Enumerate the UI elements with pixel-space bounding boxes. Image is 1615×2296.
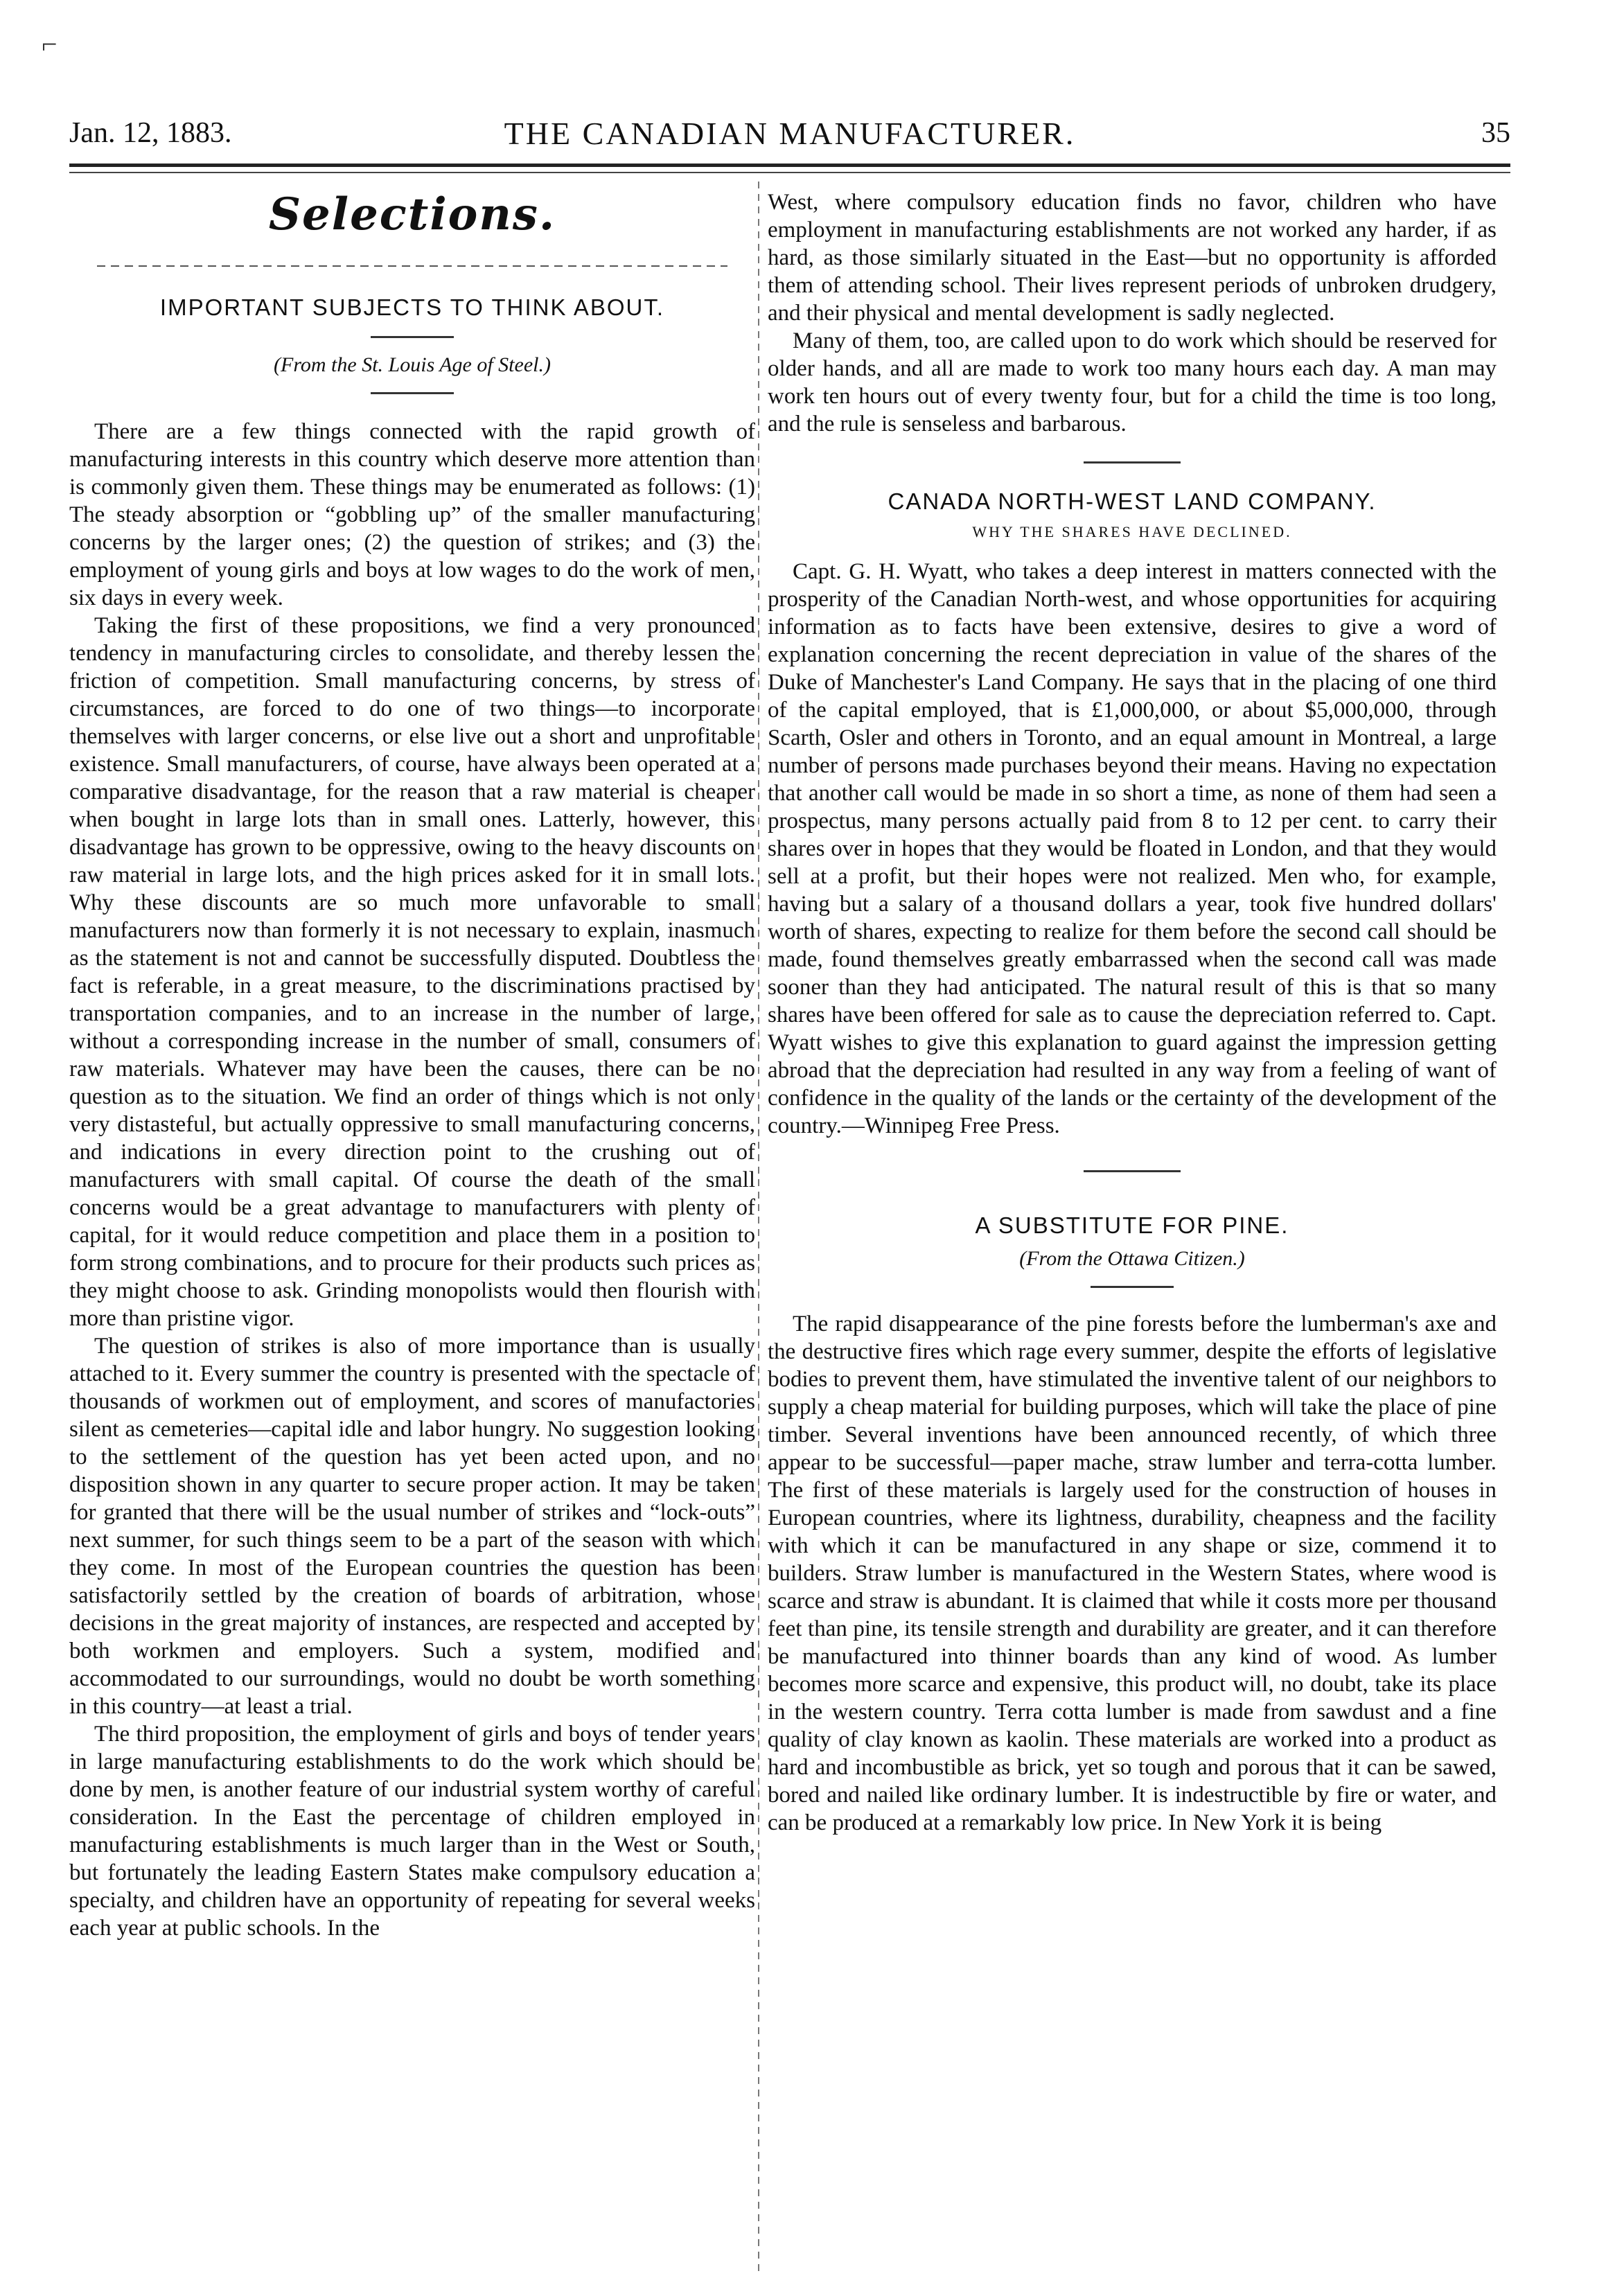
section-rule <box>97 265 728 267</box>
article2-paragraph-1: Capt. G. H. Wyatt, who takes a deep interest in matters connected with the prosperity of the Canadian North-west, and whose opportunities for acquiring information as to facts have been extensive, desires to give a word of explanation concerning the recent depreciation in value of the shares of the Duke of Manchester's Land Company. He says that in the placing of one third of the capital employed, that is £1,000,000, or about $5,000,000, through Scarth, Osler and others in Toronto, and an equal amount in Montreal, a large number of persons made purchases beyond their means. Having no expectation that another call would be made in so short a time, as none of them had seen a prospectus, many persons actually paid from 8 to 12 per cent. to carry their shares over in hopes that they would be floated in London, and that they would sell at a profit, but their hopes were not realized. Men who, for example, having but a salary of a thousand dollars a year, took five hundred dollars' worth of shares, expecting to realize for them before the second call should be made, found themselves greatly embarrassed when the second call was made sooner than they had anticipated. The natural result of this is that so many shares have been offered for sale as to cause the depreciation referred to. Capt. Wyatt wishes to give this explanation to guard against the impression getting abroad that the depreciation had resulted in any way from a feeling of want of confidence in the quality of the lands or the certainty of the development of the country.—Winnipeg Free Press. <box>768 559 1497 1138</box>
article2-title: CANADA NORTH-WEST LAND COMPANY. <box>888 488 1377 514</box>
article-separator-1 <box>1084 461 1181 463</box>
page-number: 35 <box>1481 117 1510 149</box>
article1-source: (From the St. Louis Age of Steel.) <box>274 353 551 376</box>
header-rule-thin <box>69 172 1510 173</box>
article3-title: A SUBSTITUTE FOR PINE. <box>975 1212 1289 1238</box>
article1-paragraph-1: There are a few things connected with the rapid growth of manufacturing interests in this country which deserve more attention than is commonly given them. These things may be enumerated as follows: (1) The steady absorption or “gobbling up” of the smaller manufacturing concerns by the larger ones; (2) the question of strikes; and (3) the employment of young girls and boys at low wages to do the work of men, six days in every week. <box>69 419 755 610</box>
article1-title: IMPORTANT SUBJECTS TO THINK ABOUT. <box>159 294 665 320</box>
article3-source: (From the Ottawa Citizen.) <box>1019 1247 1245 1270</box>
article3-source-rule <box>1091 1286 1174 1288</box>
header-rule-thick <box>69 164 1510 167</box>
article1-source-rule <box>371 392 454 394</box>
article1-title-rule <box>371 336 454 338</box>
article1-paragraph-2: Taking the first of these propositions, we find a very pronounced tendency in manufacturing circles to consolidate, and thereby lessen the friction of competition. Small manufacturing concerns, by stress of circumstances, are forced to do one of two things—to incorporate themselves with larger concerns, or else live out a short and unprofitable existence. Small manufacturers, of course, have always been operated at a comparative disadvantage, for the reason that a raw material is cheaper when bought in large lots than in small ones. Latterly, however, this disadvantage has grown to be oppressive, owing to the heavy discounts on raw material in large lots, and the high prices asked for it in small lots. Why these discounts are so much more unfavorable to small manufacturers now than formerly it is not necessary to explain, inasmuch as the statement is not and cannot be successfully disputed. Doubtless the fact is referable, in a great measure, to the discriminations practised by transportation companies, and to an increase in the number of large, without a corresponding increase in the number of small, consumers of raw materials. Whatever may have been the causes, there can be no question as to the situation. We find an order of things which is not only very distasteful, but actually oppressive to small manufacturing concerns, and indications in every direction point to the crushing out of manufacturers with small capital. Of course the death of the small concerns would be a great advantage to manufacturers with plenty of capital, for it would reduce competition and place them in a position to form strong combinations, and to procure for their products such prices as they might choose to ask. Grinding monopolists would then flourish with more than pristine vigor. <box>69 613 755 1331</box>
publication-title: THE CANADIAN MANUFACTURER. <box>504 116 1076 151</box>
scan-mark-top-left: ⌐ <box>42 28 58 60</box>
article-separator-2 <box>1084 1170 1181 1172</box>
issue-date: Jan. 12, 1883. <box>69 117 232 149</box>
left-column <box>69 182 755 1942</box>
article3-paragraph-1: The rapid disappearance of the pine forests before the lumberman's axe and the destructive fires which rage every summer, despite the efforts of legislative bodies to prevent them, have stimulated the inventive talent of our neighbors to supply a cheap material for building purposes, which will take the place of pine timber. Several inventions have been announced recently, of which three appear to be successful—paper mache, straw lumber and terra-cotta lumber. The first of these materials is largely used for the construction of houses in European countries, where its lightness, durability, cheapness and the facility with which it can be manufactured in any shape or size, commend it to builders. Straw lumber is manufactured in the Western States, where wood is scarce and straw is abundant. It is claimed that while it costs more per thousand feet than pine, its tensile strength and durability are greater, and it can therefore be manufactured into thinner boards than any kind of wood. As lumber becomes more scarce and expensive, this product will, no doubt, take its place in the western country. Terra cotta lumber is made from sawdust and a fine quality of clay known as kaolin. These materials are worked into a product as hard and incombustible as brick, yet so tough and porous that it can be sawed, bored and nailed like ordinary lumber. It is indestructible by fire or water, and can be produced at a remarkably low price. In New York it is being <box>768 1312 1497 1835</box>
article1-paragraph-4: The third proposition, the employment of girls and boys of tender years in large manufacturing establishments to do the work which should be done by men, is another feature of our industrial system worthy of careful consideration. In the East the percentage of children employed in manufacturing establishments is much larger than in the West or South, but fortunately the leading Eastern States make compulsory education a specialty, and children have an opportunity of repeating for several weeks each year at public schools. In the <box>69 1722 755 1941</box>
article1-continuation-2: Many of them, too, are called upon to do work which should be reserved for older hands, and all are made to work too many hours each day. A man may work ten hours out of every twenty four, but for a child the time is too long, and the rule is senseless and barbarous. <box>768 328 1497 436</box>
right-column <box>768 188 1497 1837</box>
article1-continuation-1: West, where compulsory education finds no favor, children who have employment in manufacturing establishments are not worked any harder, if as hard, as those similarly situated in the East—but no opportunity is afforded them of attending school. Their lives represent periods of unbroken drudgery, and their physical and mental development is sadly neglected. <box>768 190 1497 326</box>
section-heading: Selections. <box>268 188 556 240</box>
column-divider <box>758 182 759 2274</box>
article1-paragraph-3: The question of strikes is also of more importance than is usually attached to it. Every summer the country is presented with the spectacle of thousands of workmen out of employment, and scores of manufactories silent as cemeteries—capital idle and labor hungry. No suggestion looking to the settlement of the question has yet been acted upon, and no disposition shown in any quarter to secure proper action. It may be taken for granted that there will be the usual number of strikes and “lock-outs” next summer, for such things seem to be a part of the season with which they come. In most of the European countries the question has been satisfactorily settled by the creation of boards of arbitration, whose decisions in the great majority of instances, are respected and accepted by both workmen and employers. Such a system, modified and accommodated to our surroundings, would no doubt be worth something in this country—at least a trial. <box>69 1334 755 1719</box>
page-header <box>69 109 1510 158</box>
article2-subtitle: WHY THE SHARES HAVE DECLINED. <box>972 523 1292 540</box>
